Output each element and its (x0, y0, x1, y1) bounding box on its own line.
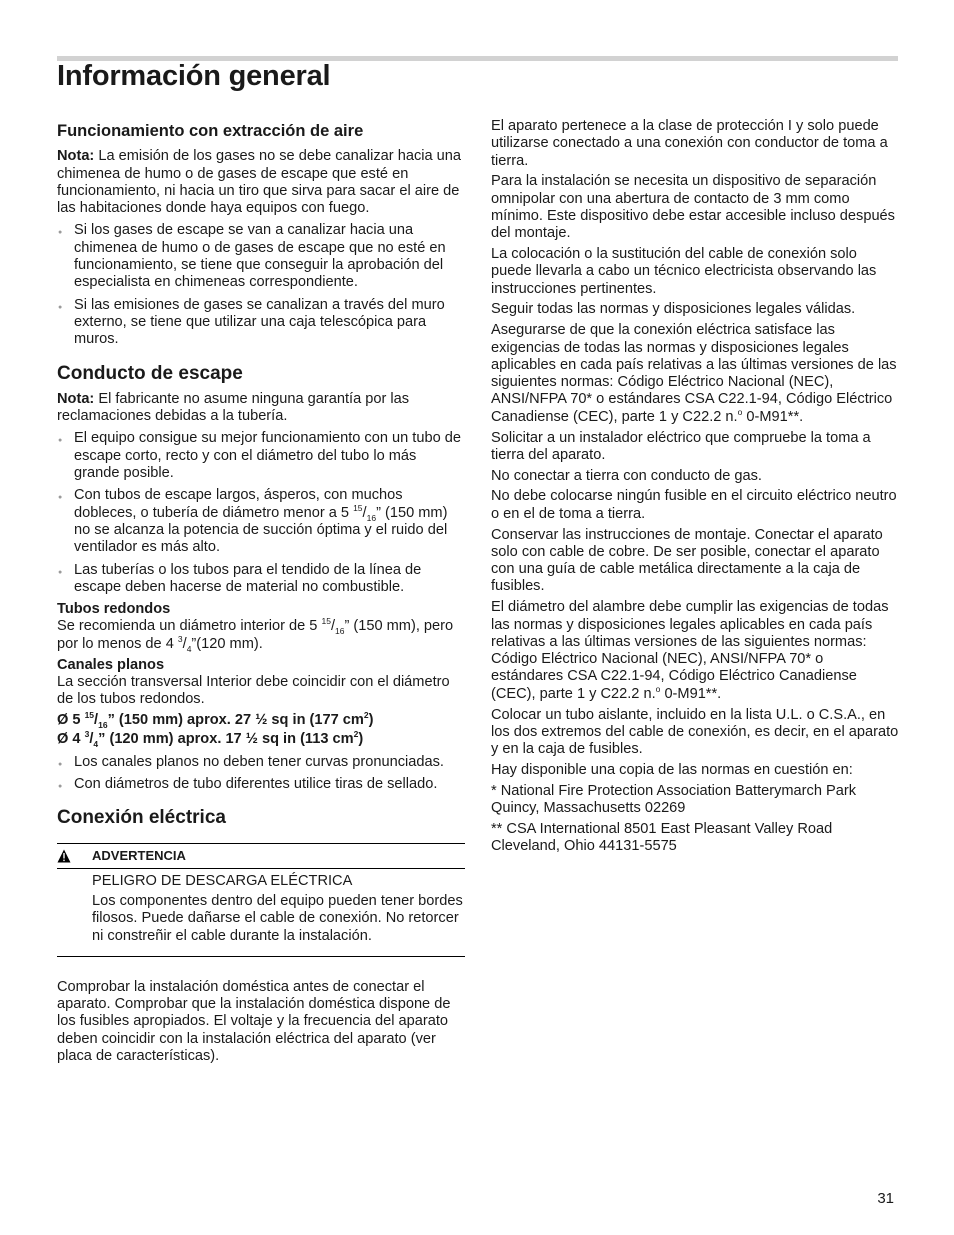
paragraph: No conectar a tierra con conducto de gas. (491, 467, 762, 484)
electrical-paragraph: Comprobar la instalación doméstica antes de conectar el aparato. Comprobar que la instalación doméstica dispone de los fusibles apropiados. El voltaje y la frecuencia del aparato deben coincidir con la instalación eléctrica del aparato (ver placa de características). (57, 978, 451, 1065)
duct-bullets (57, 430, 465, 596)
flat-channels-bullets (57, 754, 465, 794)
extraction-bullets (57, 222, 465, 348)
list-item: ● Con diámetros de tubo diferentes utilice tiras de sellado. (57, 776, 465, 793)
paragraph: Solicitar a un instalador eléctrico que compruebe la toma a tierra del aparato. (491, 429, 871, 463)
note-label: Nota: (57, 148, 95, 165)
list-item: ● Si los gases de escape se van a canalizar hacia una chimenea de humo o de gases de escape que no esté en funcionamiento, se tiene que conseguir la aprobación del especialista en chimeneas correspondiente. (57, 222, 465, 291)
section-heading-duct: Conducto de escape (57, 362, 243, 384)
page-title: Información general (57, 60, 331, 92)
paragraph: Seguir todas las normas y disposiciones legales válidas. (491, 301, 856, 318)
page-number: 31 (877, 1190, 894, 1207)
warning-body (57, 873, 465, 945)
warning-triangle-icon (57, 849, 77, 863)
left-column (57, 118, 465, 1069)
dimension-line-1: Ø 5 $^{15}/_{16}$” (150 mm) aprox. 27 ½ sq in (177 $cm^2$) (57, 710, 374, 730)
note-extraction (57, 148, 465, 217)
paragraph: Hay disponible una copia de las normas en cuestión en: (491, 761, 853, 778)
round-tubes-text: Se recomienda un diámetro interior de 5 $^{15}/_{16}$” (150 mm), pero por lo menos de 4 $^3/_4”(120$ mm). (57, 616, 454, 654)
note-text: El fabricante no asume ninguna garantía por las reclamaciones debidas a la tubería. (57, 390, 410, 425)
paragraph: El diámetro del alambre debe cumplir las exigencias de todas las normas y disposiciones legales aplicables en cada país relativas a las últimas versiones de las siguientes normas: Código Eléctrico Nacional (NEC), ANSI/NFPA 70* o estándares CSA C22.1-94, Código Eléctrico Canadiense (CEC), parte 1 y C22.2 n.$^o$ 0-M91**. (491, 599, 889, 702)
round-tubes-heading: Tubos redondos (57, 601, 171, 618)
note-duct (57, 391, 465, 426)
paragraph: Para la instalación se necesita un dispositivo de separación omnipolar con una abertura de contacto de 3 mm como mínimo. Este dispositivo debe estar accesible incluso después del montaje. (491, 173, 895, 242)
paragraph: Asegurarse de que la conexión eléctrica satisface las exigencias de todas las normas y disposiciones legales aplicables en cada país relativas a las últimas versiones de las siguientes normas: Código Eléctrico Nacional (NEC), ANSI/NFPA 70* o estándares CSA C22.1-94, Código Eléctrico Canadiense (CEC), parte 1 y C22.2 n.$^o$ 0-M91**. (491, 322, 897, 425)
flat-channels-text: La sección transversal Interior debe coincidir con el diámetro de los tubos redondos. (57, 673, 450, 708)
paragraph: Conservar las instrucciones de montaje. Conectar el aparato solo con cable de cobre. De ser posible, conectar el aparato con una guía de cable metálica directamente a la caja de fusibles. (491, 526, 883, 595)
warning-text: Los componentes dentro del equipo pueden tener bordes filosos. Puede dañarse el cable de conexión. No retorcer ni constreñir el cable durante la instalación. (92, 892, 463, 944)
list-item: ● El equipo consigue su mejor funcionamiento con un tubo de escape corto, recto y con el diámetro del tubo lo más grande posible. (57, 430, 465, 482)
dimension-line-2: Ø 4 $^3/_4$” (120 mm) aprox. 17 ½ sq in (113 $cm^2$) (57, 729, 364, 750)
note-text: La emisión de los gases no se debe canalizar hacia una chimenea de humo o de gases de escape que esté en funcionamiento, ni hacia un tiro que sirva para sacar el aire de las habitaciones donde haya equipos con fuego. (57, 148, 462, 217)
list-item: ● Los canales planos no deben tener curvas pronunciadas. (57, 754, 465, 771)
list-item: ● Si las emisiones de gases se canalizan a través del muro externo, se tiene que utilizar una caja telescópica para muros. (57, 297, 465, 349)
warning-hazard: PELIGRO DE DESCARGA ELÉCTRICA (92, 872, 353, 889)
right-column (491, 118, 899, 859)
warning-box (57, 843, 465, 956)
flat-channels-heading: Canales planos (57, 656, 165, 673)
paragraph: No debe colocarse ningún fusible en el circuito eléctrico neutro o en el de toma a tierra. (491, 488, 897, 522)
section-heading-electrical: Conexión eléctrica (57, 807, 226, 829)
warning-title: ADVERTENCIA (92, 848, 186, 864)
paragraph: La colocación o la sustitución del cable de conexión solo puede llevarla a cabo un técnico electricista observando las instrucciones pertinentes. (491, 246, 877, 297)
address-csa: ** CSA International 8501 East Pleasant Valley Road Cleveland, Ohio 44131-5575 (491, 820, 833, 855)
paragraph: Colocar un tubo aislante, incluido en la lista U.L. o C.S.A., en los dos extremos del cable de conexión, es decir, en el aparato y en la caja de fusibles. (491, 706, 899, 758)
list-item: ● Con tubos de escape largos, ásperos, con muchos dobleces, o tubería de diámetro menor a 5 $^{15}/_{16}$” (150 mm) no se alcanza la potencia de succión óptima y el ruido del ventilador es más alto. (57, 487, 465, 556)
list-item: ● Las tuberías o los tubos para el tendido de la línea de escape deben hacerse de material no combustible. (57, 562, 465, 597)
paragraph: El aparato pertenece a la clase de protección I y solo puede utilizarse conectado a una conexión con conductor de toma a tierra. (491, 118, 888, 169)
note-label: Nota: (57, 390, 95, 407)
warning-header (57, 847, 465, 868)
address-nfpa: * National Fire Protection Association Batterymarch Park Quincy, Massachusetts 02269 (491, 782, 857, 816)
section-heading-extraction: Funcionamiento con extracción de aire (57, 122, 364, 140)
